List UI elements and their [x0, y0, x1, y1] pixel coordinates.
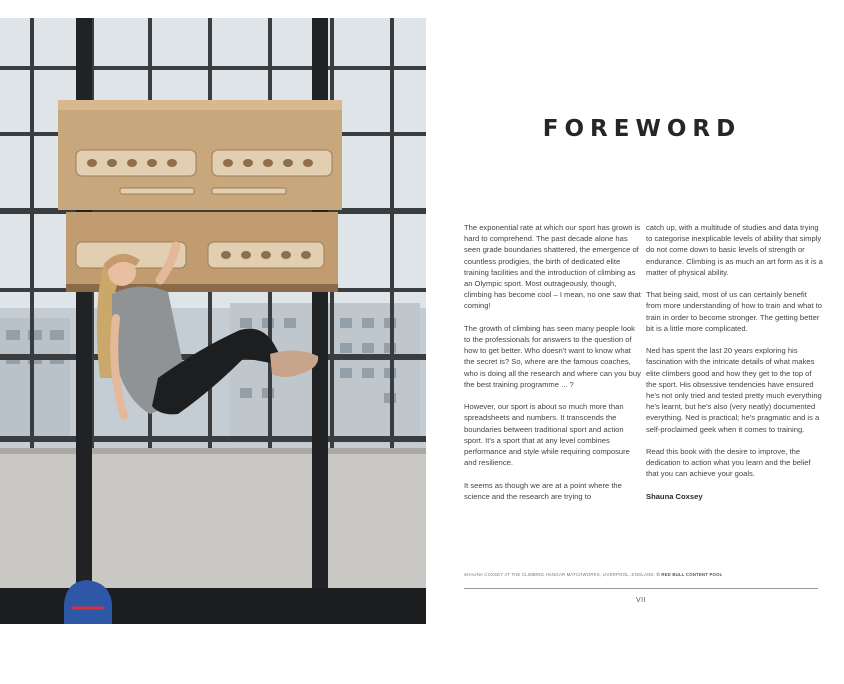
author-signature: Shauna Coxsey [646, 491, 703, 501]
paragraph: Ned has spent the last 20 years exploring his fascination with the intricate details of what makes elite climbers good and how they get to the top of the sport. His obsessive tendencies have ensured he's not only tried and tested pretty much everything he's learnt, but he's also (very neatly) documented everything. Ned is practical; he's pragmatic and is a self-proclaimed geek when it comes to training. [646, 346, 822, 434]
paragraph: The growth of climbing has seen many people look to the professionals for answers to the question of how to get better. Who doesn't want to know what the secret is? So, where are the famous coaches, who is doing all the research and where can you buy the best training programme ... ? [464, 323, 641, 389]
photo-caption [464, 572, 820, 577]
photo-credit: © RED BULL CONTENT POOL [656, 572, 723, 577]
paragraph: catch up, with a multitude of studies and data trying to categorise inexplicable levels of ability that simply do not come down to basic levels of strength or endurance. Climbing is as much an art form as it is a matter of physical ability. [646, 223, 823, 277]
footer-rule [464, 588, 818, 589]
paragraph: However, our sport is about so much more than spreadsheets and numbers. It transcends the boundaries between traditional sport and action sport. It's a sport that at any level combines performance and style while requiring composure and resilience. [464, 402, 630, 468]
paragraph: The exponential rate at which our sport has grown is hard to comprehend. The past decade alone has seen grade boundaries shattered, the emergence of countless prodigies, the birth of dedicated elite training facilities and the introduction of climbing as an Olympic sport. Most outrageously, though, climbing has become cool – I mean, no one saw that coming! [464, 223, 641, 311]
page-number: VII [635, 597, 647, 604]
text-column-left [464, 222, 642, 513]
text-column-right [646, 222, 824, 513]
paragraph: That being said, most of us can certainly benefit from more understanding of how to train and what to train in order to become stronger. The getting better bit is a little more complicated. [646, 290, 823, 333]
paragraph: Read this book with the desire to improve, the dedication to action what you learn and the belief that you can achieve your goals. [646, 447, 811, 479]
cover-photo [0, 18, 426, 624]
caption-text: SHAUNA COXSEY AT THE CLIMBING HANGAR MATCHWORKS, LIVERPOOL, ENGLAND. [464, 572, 656, 577]
page-title: FOREWORD [542, 116, 742, 142]
paragraph: It seems as though we are at a point where the science and the research are trying to [464, 480, 622, 501]
